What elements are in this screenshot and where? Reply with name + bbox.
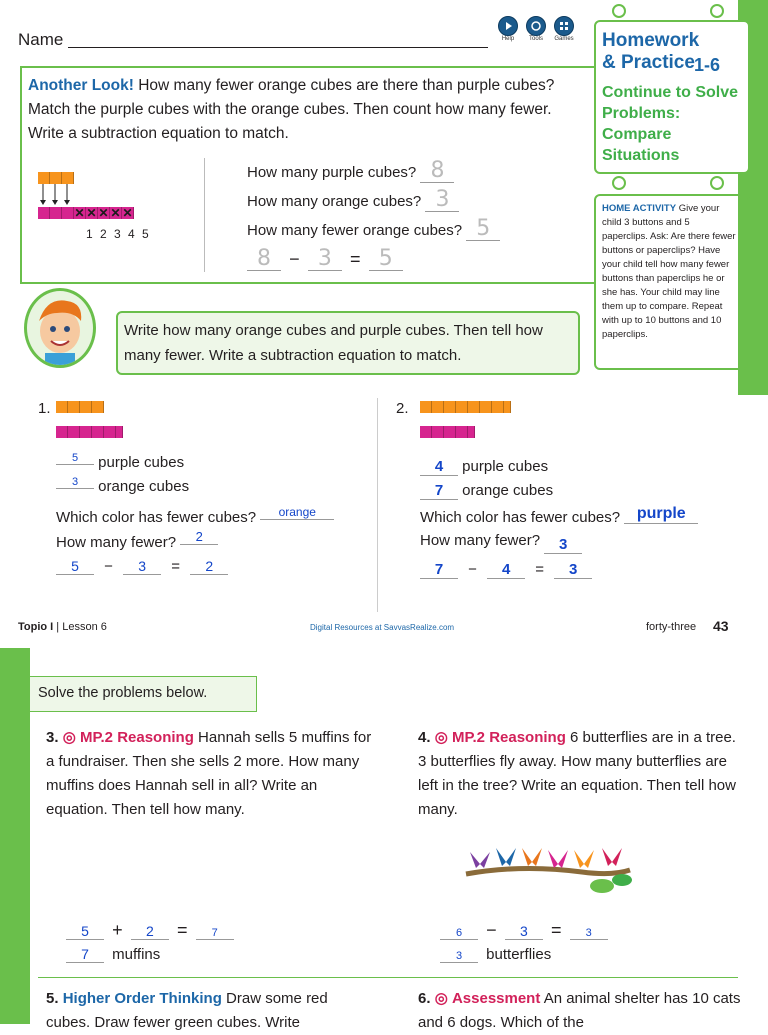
answer-purple[interactable]: 8 (420, 160, 454, 183)
problem-4: 4. ◎ MP.2 Reasoning 6 butterflies are in a tree. 3 butterflies fly away. How many butterflies are left in the tree? Write an equation. Then tell how many. (418, 729, 736, 818)
divider (204, 158, 205, 272)
p4-total: 3 butterflies (440, 946, 551, 963)
p4-equation: 6 − 3 = 3 (440, 920, 608, 941)
ex2-fewer-answer[interactable]: 3 (544, 536, 582, 554)
ex2-number: 2. (396, 400, 409, 417)
footer-page-word: forty-three (646, 621, 697, 633)
tools-icon (526, 16, 546, 36)
ex1-purple-line: 5 purple cubes (56, 452, 184, 471)
ex1-orange-line: 3 orange cubes (56, 476, 189, 495)
answer-orange[interactable]: 3 (425, 189, 459, 212)
games-label: Games (554, 36, 574, 42)
problem-5: 5. Higher Order Thinking Draw some red cubes. Draw fewer green cubes. Write (46, 990, 328, 1031)
games-icon (554, 16, 574, 36)
ex1-fewer-line: How many fewer? 2 (56, 529, 218, 551)
q-orange-cubes: How many orange cubes? 3 (247, 189, 459, 212)
count-labels: 1 2 3 4 5 (86, 227, 151, 241)
ex1-which-answer[interactable]: orange (260, 505, 334, 520)
ex2-which-line: Which color has fewer cubes? purple (420, 505, 698, 526)
section-divider (38, 977, 738, 978)
name-label: Name (18, 30, 64, 49)
match-arrows-icon (38, 184, 78, 206)
ex2-orange-cubes (420, 401, 511, 413)
ex2-fewer-line: How many fewer? 3 (420, 532, 582, 554)
ex1-fewer-answer[interactable]: 2 (180, 529, 218, 545)
games-button[interactable] (552, 16, 576, 42)
help-button[interactable] (496, 16, 520, 42)
ex2-which-answer[interactable]: purple (624, 505, 698, 524)
ex2-orange-answer[interactable]: 7 (420, 482, 458, 500)
ex2-orange-line: 7 orange cubes (420, 482, 553, 500)
q-purple-cubes: How many purple cubes? 8 (247, 160, 454, 183)
target-icon: ◎ (62, 729, 76, 746)
ex1-equation: 5 − 3 = 2 (56, 558, 228, 575)
ex1-purple-cubes (56, 426, 123, 438)
another-look-title: Another Look! (28, 77, 134, 94)
footer-digital[interactable]: Digital Resources at SavvasRealize.com (310, 623, 455, 632)
left-green-bar (0, 648, 30, 1024)
ex1-purple-answer[interactable]: 5 (56, 452, 94, 465)
target-icon: ◎ (434, 729, 448, 746)
binder-ring-icon (612, 176, 626, 190)
equation-another-look: 8 − 3 = 5 (247, 248, 403, 271)
answer-fewer[interactable]: 5 (466, 218, 500, 241)
purple-cube-train: ✕ ✕ ✕ ✕ ✕ (38, 207, 134, 219)
homework-title: Homework & Practice (602, 30, 700, 73)
column-divider (377, 398, 378, 612)
ex1-orange-answer[interactable]: 3 (56, 476, 94, 489)
tools-button[interactable] (524, 16, 548, 42)
tools-label: Tools (528, 36, 543, 42)
footer-page-num: 43 (713, 618, 729, 634)
problem-6: 6. ◎ Assessment An animal shelter has 10 cats and 6 dogs. Which of the (418, 990, 741, 1031)
homework-subtitle: Continue to Solve Problems: Compare Situations (602, 84, 738, 164)
footer-topic: Topio I | Lesson 6 (18, 621, 107, 633)
play-icon (498, 16, 518, 36)
ex1-orange-cubes (56, 401, 104, 413)
boy-avatar (24, 288, 96, 368)
resource-icons (496, 16, 576, 42)
name-line[interactable] (68, 47, 488, 48)
ex2-purple-line: 4 purple cubes (420, 458, 548, 476)
homework-number: 1-6 (694, 55, 721, 75)
p3-equation: 5 + 2 = 7 (66, 920, 234, 941)
speech-text: Write how many orange cubes and purple cubes. Then tell how many fewer. Write a subtraction equation to match. (124, 322, 543, 364)
ex1-which-line: Which color has fewer cubes? orange (56, 505, 334, 526)
solve-text: Solve the problems below. (38, 685, 208, 701)
another-look-text: Another Look! How many fewer orange cubes are there than purple cubes? Match the purple cubes with the orange cubes. Then count how many fewer. Write a subtraction equation to match. (28, 77, 555, 142)
orange-cube-train (38, 172, 74, 184)
target-icon: ◎ (434, 990, 448, 1007)
problem-3: 3. ◎ MP.2 Reasoning Hannah sells 5 muffins for a fundraiser. Then she sells 2 more. How many muffins does Hannah sell in all? Write an equation. Then tell how many. (46, 729, 372, 818)
butterflies-on-branch-image (462, 834, 634, 900)
p3-total: 7 muffins (66, 946, 160, 963)
home-activity-text: HOME ACTIVITY Give your child 3 buttons and 5 paperclips. Ask: Are there fewer buttons or paperclips? Have your child tell how many fewer buttons than paperclips he or she has. Your child may line them up to compare. Repeat with up to 10 buttons and 10 paperclips. (602, 203, 736, 340)
q-fewer-cubes: How many fewer orange cubes? 5 (247, 218, 500, 241)
ex1-number: 1. (38, 400, 51, 417)
binder-ring-icon (710, 176, 724, 190)
binder-ring-icon (710, 4, 724, 18)
ex2-equation: 7 − 4 = 3 (420, 561, 592, 579)
help-label: Help (501, 36, 515, 42)
ex2-purple-cubes (420, 426, 475, 438)
binder-ring-icon (612, 4, 626, 18)
ex2-purple-answer[interactable]: 4 (420, 458, 458, 476)
